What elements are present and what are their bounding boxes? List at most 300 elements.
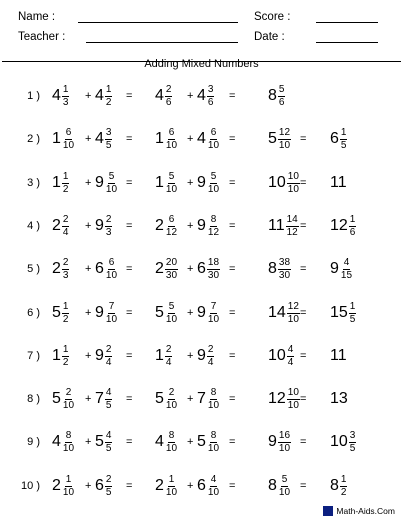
fraction xyxy=(287,172,300,195)
denominator: 10 xyxy=(165,400,178,412)
equals-sign: = xyxy=(126,306,133,319)
numerator: 1 xyxy=(340,473,347,485)
equals-sign: = xyxy=(300,393,307,406)
mixed-number xyxy=(197,211,220,241)
plus-sign: + xyxy=(187,133,194,146)
numerator: 4 xyxy=(210,473,217,485)
mixed-number xyxy=(330,384,349,414)
whole-part: 9 xyxy=(197,173,206,191)
fraction xyxy=(207,85,215,108)
numerator: 4 xyxy=(105,387,112,399)
fraction xyxy=(278,475,291,498)
fraction xyxy=(62,172,70,195)
denominator: 4 xyxy=(62,226,69,238)
mixed-number xyxy=(95,81,112,111)
numerator: 4 xyxy=(343,257,350,269)
whole-part: 11 xyxy=(268,216,285,234)
numerator: 8 xyxy=(210,213,217,225)
whole-part: 2 xyxy=(155,476,164,494)
numerator: 7 xyxy=(210,300,217,312)
fraction xyxy=(165,475,178,498)
fraction xyxy=(165,431,178,454)
fraction xyxy=(286,215,299,238)
fraction xyxy=(207,258,220,281)
numerator: 14 xyxy=(286,213,298,225)
numerator: 12 xyxy=(287,300,299,312)
fraction xyxy=(165,345,173,368)
teacher-label: Teacher : xyxy=(18,31,66,43)
worksheet-title: Adding Mixed Numbers xyxy=(144,58,259,70)
whole-part: 6 xyxy=(197,476,206,494)
fraction xyxy=(165,172,178,195)
numerator: 2 xyxy=(105,343,112,355)
denominator: 10 xyxy=(165,140,178,152)
numerator: 6 xyxy=(108,257,115,269)
denominator: 10 xyxy=(105,313,118,325)
plus-sign: + xyxy=(85,306,92,319)
equals-sign: = xyxy=(126,176,133,189)
denominator: 15 xyxy=(340,270,353,282)
whole-part: 1 xyxy=(52,346,61,364)
problem-number: 2 ) xyxy=(27,133,40,146)
denominator: 10 xyxy=(105,270,118,282)
equals-sign: = xyxy=(300,479,307,492)
equals-sign: = xyxy=(229,90,236,102)
denominator: 30 xyxy=(278,270,291,282)
whole-part: 6 xyxy=(330,130,339,148)
fraction xyxy=(165,302,178,325)
whole-part: 11 xyxy=(330,346,347,364)
fraction xyxy=(278,128,291,151)
whole-part: 2 xyxy=(155,260,164,278)
numerator: 2 xyxy=(165,84,172,95)
numerator: 10 xyxy=(287,170,299,182)
whole-part: 5 xyxy=(197,433,206,451)
mixed-number xyxy=(95,124,112,154)
mixed-number xyxy=(197,298,220,328)
fraction xyxy=(207,128,220,151)
fraction xyxy=(349,431,357,454)
problem-row xyxy=(0,298,403,328)
numerator: 6 xyxy=(168,127,175,139)
whole-part: 5 xyxy=(52,390,61,408)
denominator: 12 xyxy=(286,226,298,238)
denominator: 10 xyxy=(278,443,291,455)
whole-part: 5 xyxy=(155,303,164,321)
fraction xyxy=(207,388,220,411)
mixed-number xyxy=(155,384,178,414)
footer-brand xyxy=(323,506,395,516)
name-line[interactable] xyxy=(78,22,238,23)
equals-sign: = xyxy=(229,306,236,319)
denominator: 10 xyxy=(165,183,178,195)
plus-sign: + xyxy=(85,436,92,449)
mixed-number xyxy=(268,298,300,328)
numerator: 1 xyxy=(349,213,356,225)
denominator: 10 xyxy=(165,313,178,325)
denominator: 10 xyxy=(105,183,118,195)
mixed-number xyxy=(197,254,220,284)
denominator: 10 xyxy=(207,140,220,152)
whole-part: 7 xyxy=(95,390,104,408)
denominator: 10 xyxy=(278,486,291,498)
numerator: 2 xyxy=(105,473,112,485)
denominator: 10 xyxy=(165,443,178,455)
whole-part: 15 xyxy=(330,303,348,321)
problem-number: 7 ) xyxy=(27,349,40,362)
mixed-number xyxy=(95,211,112,241)
fraction xyxy=(105,345,113,368)
fraction xyxy=(278,258,291,281)
denominator: 10 xyxy=(287,313,299,325)
mixed-number xyxy=(330,254,353,284)
numerator: 1 xyxy=(105,84,112,95)
problem-number: 9 ) xyxy=(27,436,40,449)
mixed-number xyxy=(268,81,285,111)
denominator: 10 xyxy=(62,140,75,152)
plus-sign: + xyxy=(85,349,92,362)
denominator: 3 xyxy=(62,97,69,108)
numerator: 18 xyxy=(207,257,220,269)
numerator: 8 xyxy=(210,387,217,399)
equals-sign: = xyxy=(126,349,133,362)
denominator: 6 xyxy=(349,226,356,238)
whole-part: 11 xyxy=(330,173,347,191)
equals-sign: = xyxy=(229,263,236,276)
equals-sign: = xyxy=(126,219,133,232)
plus-sign: + xyxy=(187,219,194,232)
fraction xyxy=(349,215,357,238)
mixed-number xyxy=(52,341,69,371)
mixed-number xyxy=(95,298,118,328)
denominator: 10 xyxy=(207,443,220,455)
date-label: Date : xyxy=(254,31,285,43)
plus-sign: + xyxy=(187,306,194,319)
numerator: 1 xyxy=(349,300,356,312)
fraction xyxy=(105,388,113,411)
denominator: 6 xyxy=(207,97,214,108)
equals-sign: = xyxy=(126,393,133,406)
whole-part: 6 xyxy=(95,260,104,278)
plus-sign: + xyxy=(85,219,92,232)
denominator: 10 xyxy=(207,183,220,195)
fraction xyxy=(105,172,118,195)
fraction xyxy=(62,345,70,368)
whole-part: 9 xyxy=(197,216,206,234)
denominator: 10 xyxy=(62,486,75,498)
plus-sign: + xyxy=(187,349,194,362)
mixed-number xyxy=(155,81,172,111)
whole-part: 5 xyxy=(268,130,277,148)
plus-sign: + xyxy=(187,436,194,449)
mixed-number xyxy=(197,341,214,371)
equals-sign: = xyxy=(126,479,133,492)
denominator: 10 xyxy=(287,183,299,195)
mixed-number xyxy=(155,124,178,154)
equals-sign: = xyxy=(229,349,236,362)
denominator: 5 xyxy=(105,486,112,498)
mixed-number xyxy=(268,471,291,501)
equals-sign: = xyxy=(229,219,236,232)
mixed-number xyxy=(330,298,356,328)
whole-part: 2 xyxy=(155,216,164,234)
score-line[interactable] xyxy=(316,22,378,23)
numerator: 6 xyxy=(168,213,175,225)
mixed-number xyxy=(52,254,69,284)
fraction xyxy=(340,258,353,281)
numerator: 1 xyxy=(62,300,69,312)
numerator: 2 xyxy=(207,343,214,355)
numerator: 5 xyxy=(168,170,175,182)
fraction xyxy=(287,345,295,368)
denominator: 30 xyxy=(207,270,220,282)
fraction xyxy=(165,85,173,108)
mixed-number xyxy=(330,124,347,154)
mixed-number xyxy=(95,168,118,198)
fraction xyxy=(165,215,178,238)
plus-sign: + xyxy=(187,176,194,189)
mixed-number xyxy=(95,254,118,284)
problem-row xyxy=(0,254,403,284)
denominator: 30 xyxy=(165,270,178,282)
mixed-number xyxy=(52,124,75,154)
denominator: 10 xyxy=(278,140,291,152)
denominator: 6 xyxy=(278,97,285,108)
whole-part: 4 xyxy=(95,87,104,104)
equals-sign: = xyxy=(300,263,307,276)
denominator: 4 xyxy=(207,356,214,368)
mixed-number xyxy=(52,211,69,241)
denominator: 2 xyxy=(62,313,69,325)
problem-row xyxy=(0,384,403,414)
mixed-number xyxy=(197,471,220,501)
fraction xyxy=(207,431,220,454)
whole-part: 13 xyxy=(330,390,348,408)
numerator: 2 xyxy=(105,213,112,225)
fraction xyxy=(207,302,220,325)
mixed-number xyxy=(268,384,300,414)
denominator: 10 xyxy=(207,313,220,325)
equals-sign: = xyxy=(229,393,236,406)
fraction xyxy=(105,302,118,325)
fraction xyxy=(105,85,113,108)
date-line[interactable] xyxy=(316,42,378,43)
mixed-number xyxy=(155,211,178,241)
equals-sign: = xyxy=(126,90,133,102)
numerator: 6 xyxy=(65,127,72,139)
name-label: Name : xyxy=(18,11,56,23)
numerator: 3 xyxy=(105,127,112,139)
denominator: 2 xyxy=(105,97,112,108)
plus-sign: + xyxy=(85,90,92,102)
numerator: 5 xyxy=(168,300,175,312)
mixed-number xyxy=(155,254,178,284)
whole-part: 1 xyxy=(155,173,164,191)
mixed-number xyxy=(197,384,220,414)
mixed-number xyxy=(52,384,75,414)
whole-part: 7 xyxy=(197,390,206,408)
denominator: 5 xyxy=(349,313,356,325)
mixed-number xyxy=(330,427,356,457)
whole-part: 4 xyxy=(197,87,206,104)
footer-text: Math-Aids.Com xyxy=(336,506,395,516)
plus-sign: + xyxy=(187,479,194,492)
equals-sign: = xyxy=(126,133,133,146)
denominator: 10 xyxy=(165,486,178,498)
fraction xyxy=(165,128,178,151)
equals-sign: = xyxy=(300,133,307,146)
problem-row xyxy=(0,471,403,501)
equals-sign: = xyxy=(300,219,307,232)
teacher-line[interactable] xyxy=(86,42,238,43)
mixed-number xyxy=(197,81,214,111)
numerator: 12 xyxy=(278,127,291,139)
numerator: 8 xyxy=(168,430,175,442)
denominator: 10 xyxy=(62,400,75,412)
problem-number: 4 ) xyxy=(27,219,40,232)
mixed-number xyxy=(52,81,69,111)
numerator: 20 xyxy=(165,257,178,269)
whole-part: 10 xyxy=(268,173,286,191)
equals-sign: = xyxy=(300,436,307,449)
mixed-number xyxy=(268,124,291,154)
denominator: 5 xyxy=(105,400,112,412)
equals-sign: = xyxy=(229,479,236,492)
mixed-number xyxy=(52,298,69,328)
plus-sign: + xyxy=(85,176,92,189)
numerator: 1 xyxy=(65,473,72,485)
whole-part: 5 xyxy=(52,303,61,321)
fraction xyxy=(62,215,70,238)
whole-part: 9 xyxy=(95,346,104,364)
whole-part: 14 xyxy=(268,303,286,321)
mixed-number xyxy=(197,124,220,154)
whole-part: 1 xyxy=(155,346,164,364)
whole-part: 4 xyxy=(52,433,61,451)
whole-part: 9 xyxy=(330,260,339,278)
numerator: 2 xyxy=(62,213,69,225)
fraction xyxy=(105,215,113,238)
equals-sign: = xyxy=(126,436,133,449)
fraction xyxy=(165,388,178,411)
denominator: 10 xyxy=(207,400,220,412)
mixed-number xyxy=(330,168,348,198)
numerator: 8 xyxy=(210,430,217,442)
whole-part: 9 xyxy=(268,433,277,451)
whole-part: 5 xyxy=(155,390,164,408)
numerator: 6 xyxy=(210,127,217,139)
plus-sign: + xyxy=(85,479,92,492)
whole-part: 8 xyxy=(268,87,277,104)
math-aids-logo-icon xyxy=(323,506,333,516)
whole-part: 2 xyxy=(52,216,61,234)
mixed-number xyxy=(95,427,112,457)
equals-sign: = xyxy=(300,176,307,189)
numerator: 3 xyxy=(349,430,356,442)
denominator: 10 xyxy=(62,443,75,455)
mixed-number xyxy=(330,211,356,241)
numerator: 7 xyxy=(108,300,115,312)
whole-part: 12 xyxy=(330,216,348,234)
mixed-number xyxy=(330,471,347,501)
whole-part: 6 xyxy=(197,260,206,278)
fraction xyxy=(278,431,291,454)
equals-sign: = xyxy=(300,306,307,319)
fraction xyxy=(340,128,348,151)
fraction xyxy=(105,258,118,281)
problem-row xyxy=(0,211,403,241)
numerator: 2 xyxy=(65,387,72,399)
mixed-number xyxy=(52,427,75,457)
problem-number: 10 ) xyxy=(21,479,40,492)
plus-sign: + xyxy=(85,393,92,406)
mixed-number xyxy=(268,254,291,284)
fraction xyxy=(207,215,220,238)
whole-part: 1 xyxy=(52,130,61,148)
mixed-number xyxy=(155,471,178,501)
denominator: 5 xyxy=(349,443,356,455)
denominator: 10 xyxy=(287,400,299,412)
denominator: 10 xyxy=(207,486,220,498)
score-label: Score : xyxy=(254,11,291,23)
numerator: 2 xyxy=(168,387,175,399)
fraction xyxy=(340,475,348,498)
whole-part: 8 xyxy=(268,476,277,494)
whole-part: 5 xyxy=(95,433,104,451)
fraction xyxy=(62,302,70,325)
fraction xyxy=(105,128,113,151)
denominator: 2 xyxy=(62,356,69,368)
mixed-number xyxy=(268,211,299,241)
whole-part: 2 xyxy=(52,260,61,278)
fraction xyxy=(349,302,357,325)
denominator: 4 xyxy=(165,356,172,368)
mixed-number xyxy=(52,471,75,501)
problem-row xyxy=(0,341,403,371)
mixed-number xyxy=(155,341,172,371)
fraction xyxy=(62,128,75,151)
mixed-number xyxy=(95,471,112,501)
numerator: 1 xyxy=(340,127,347,139)
numerator: 5 xyxy=(210,170,217,182)
numerator: 3 xyxy=(207,84,214,95)
mixed-number xyxy=(268,168,300,198)
fraction xyxy=(165,258,178,281)
plus-sign: + xyxy=(85,133,92,146)
numerator: 38 xyxy=(278,257,291,269)
mixed-number xyxy=(155,168,178,198)
numerator: 1 xyxy=(168,473,175,485)
whole-part: 9 xyxy=(95,303,104,321)
plus-sign: + xyxy=(187,263,194,276)
plus-sign: + xyxy=(187,90,194,102)
equals-sign: = xyxy=(229,133,236,146)
whole-part: 4 xyxy=(52,87,61,104)
numerator: 1 xyxy=(62,170,69,182)
plus-sign: + xyxy=(85,263,92,276)
whole-part: 10 xyxy=(268,346,286,364)
numerator: 2 xyxy=(62,257,69,269)
whole-part: 4 xyxy=(95,130,104,148)
denominator: 6 xyxy=(165,97,172,108)
problem-row xyxy=(0,81,403,111)
fraction xyxy=(287,388,300,411)
equals-sign: = xyxy=(229,436,236,449)
whole-part: 4 xyxy=(155,87,164,104)
numerator: 4 xyxy=(105,430,112,442)
mixed-number xyxy=(268,427,291,457)
denominator: 3 xyxy=(62,270,69,282)
